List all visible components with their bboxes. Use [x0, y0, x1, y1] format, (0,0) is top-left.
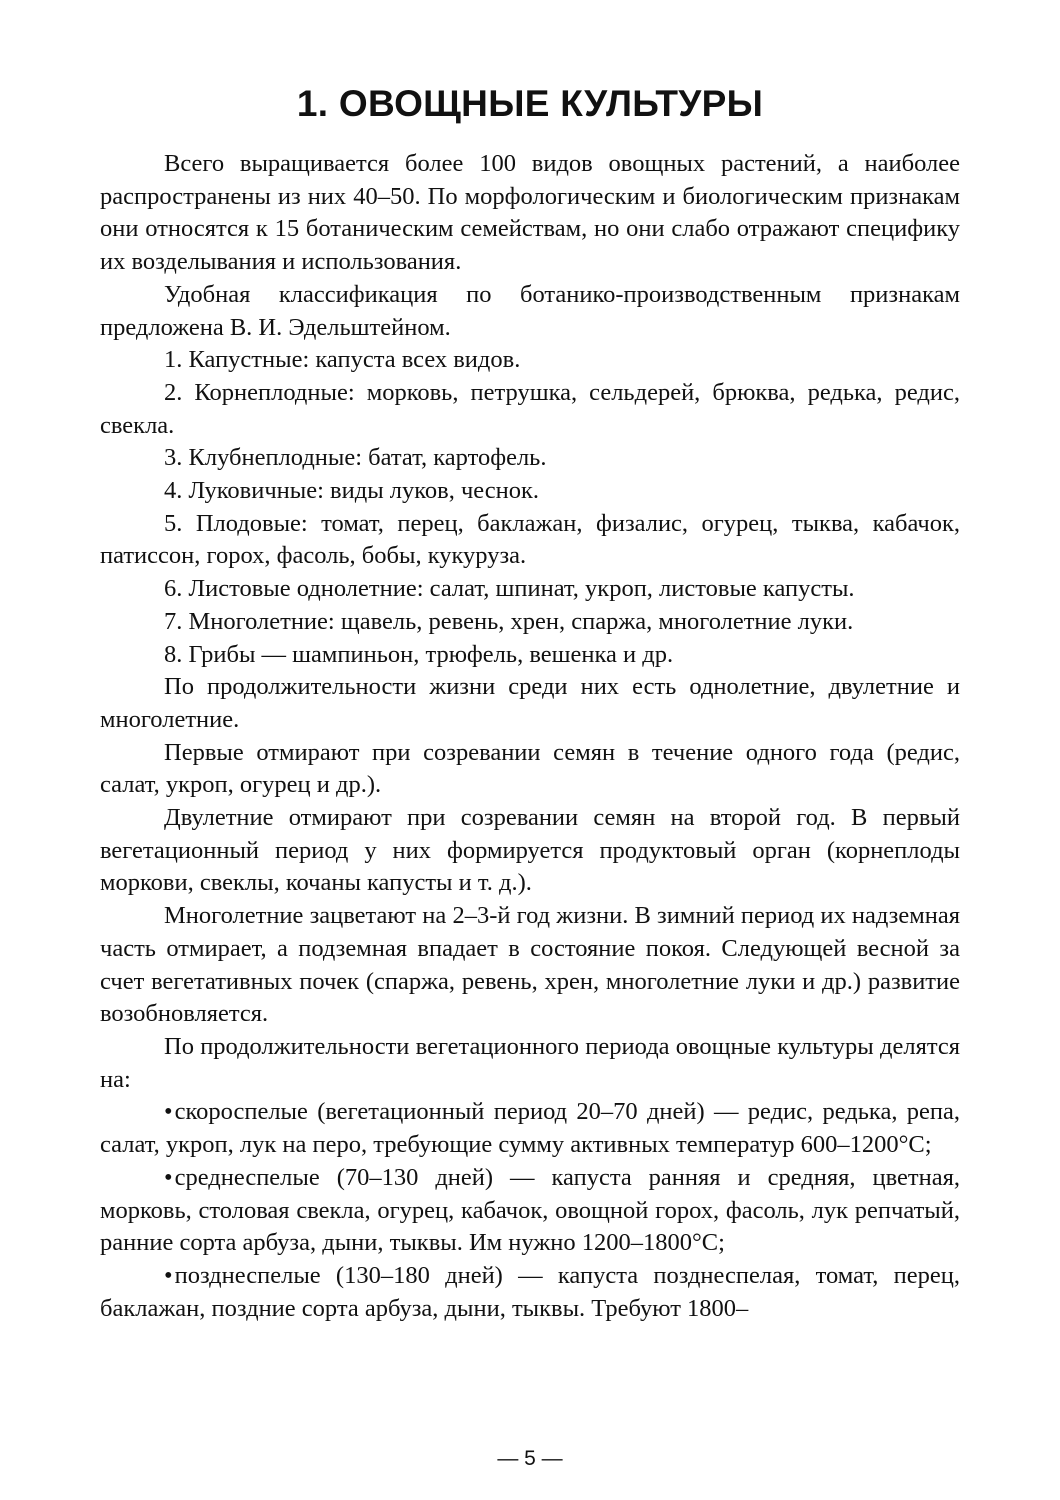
bullet-text: скороспелые (вегетационный период 20–70 дней) — редис, редька, репа, салат, укроп, лук на перо, требующие сумму активных температур 600–1200°С; — [100, 1098, 960, 1159]
document-page — [100, 0, 960, 1500]
list-item: 4. Луковичные: виды луков, чеснок. — [164, 477, 540, 505]
bullet-item — [100, 1260, 960, 1325]
bullet-text: позднеспелые (130–180 дней) — капуста позднеспелая, томат, перец, баклажан, поздние сорта арбуза, дыни, тыквы. Требуют 1800– — [100, 1261, 960, 1322]
chapter-title: 1. ОВОЩНЫЕ КУЛЬТУРЫ — [296, 83, 764, 124]
list-item: 7. Многолетние: щавель, ревень, хрен, спаржа, многолетние луки. — [164, 607, 854, 635]
list-item: 1. Капустные: капуста всех видов. — [164, 346, 521, 374]
bullet-icon: • — [164, 1098, 173, 1126]
bullet-text: среднеспелые (70–130 дней) — капуста ранняя и средняя, цветная, морковь, столовая свекла, огурец, кабачок, овощной горох, фасоль, лук репчатый, ранние сорта арбуза, дыни, тыквы. Им нужно 1200–1800°С; — [100, 1163, 960, 1257]
bullet-icon: • — [164, 1261, 173, 1289]
page-number: — 5 — — [497, 1447, 563, 1470]
paragraph: Удобная классификация по ботанико-производственным признакам предложена В. И. Эдельштейном. — [100, 280, 960, 341]
paragraph: Всего выращивается более 100 видов овощных растений, а наиболее распространены из них 40–50. По морфологическим и биологическим признакам они относятся к 15 ботаническим семействам, но они слабо отражают специфику их возделывания и использования. — [100, 150, 960, 276]
list-item: 3. Клубнеплодные: батат, картофель. — [164, 444, 547, 472]
paragraph: Двулетние отмирают при созревании семян на второй год. В первый вегетационный период у них формируется продуктовый орган (корнеплоды моркови, свеклы, кочаны капусты и т. д.). — [100, 804, 960, 897]
paragraph: Многолетние зацветают на 2–3-й год жизни. В зимний период их надземная часть отмирает, а подземная впадает в состояние покоя. Следующей весной за счет вегетативных почек (спаржа, ревень, хрен, многолетние луки и др.) развитие возобновляется. — [100, 902, 960, 1028]
bullet-item — [100, 1162, 960, 1260]
body-text — [100, 148, 960, 1325]
paragraph: По продолжительности вегетационного периода овощные культуры делятся на: — [100, 1032, 960, 1093]
list-item: 6. Листовые однолетние: салат, шпинат, укроп, листовые капусты. — [164, 575, 855, 603]
paragraph: Первые отмирают при созревании семян в течение одного года (редис, салат, укроп, огурец и др.). — [100, 738, 960, 799]
bullet-icon: • — [164, 1163, 173, 1191]
paragraph: По продолжительности жизни среди них есть однолетние, двулетние и многолетние. — [100, 673, 960, 733]
list-item: 2. Корнеплодные: морковь, петрушка, сельдерей, брюква, редька, редис, свекла. — [100, 378, 960, 439]
bullet-item — [100, 1096, 960, 1161]
list-item: 8. Грибы — шампиньон, трюфель, вешенка и др. — [164, 640, 674, 668]
list-item: 5. Плодовые: томат, перец, баклажан, физалис, огурец, тыква, кабачок, патиссон, горох, фасоль, бобы, кукуруза. — [100, 509, 960, 570]
